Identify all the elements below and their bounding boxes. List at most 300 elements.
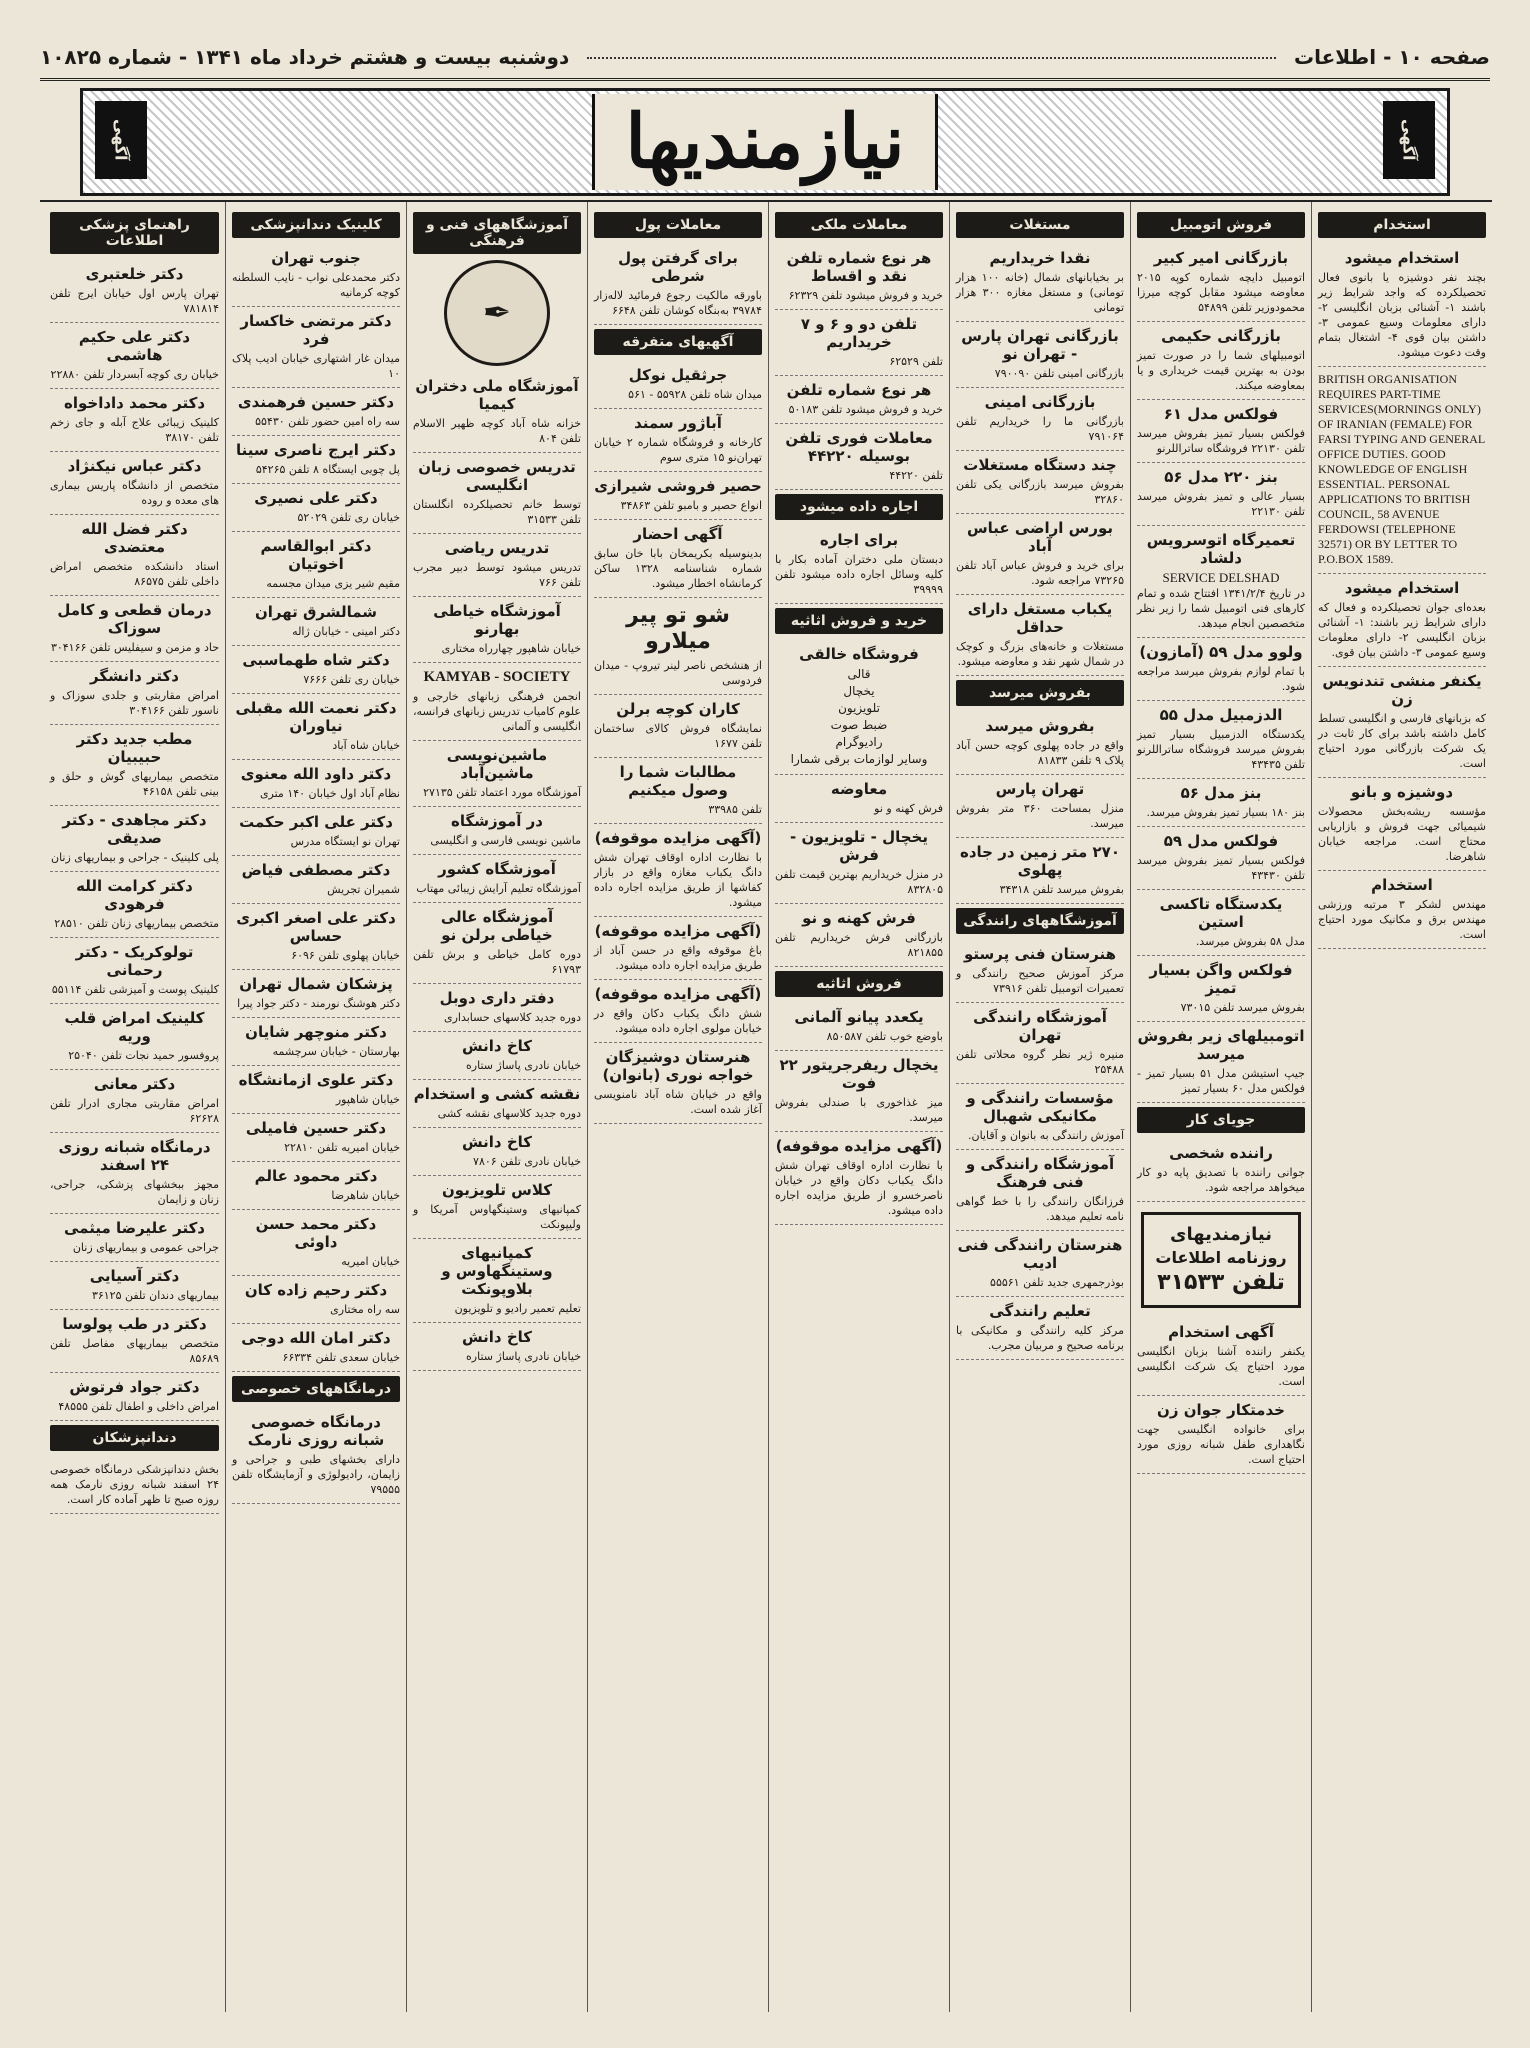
ad-body: تلفن ۴۴۲۲۰: [889, 469, 943, 482]
ad-body: شش دانگ یکباب دکان واقع در خیابان مولوی اجاره داده میشود.: [594, 1007, 762, 1035]
masthead-corner-right: آگهی: [1383, 101, 1435, 179]
classified-ad: [775, 376, 943, 424]
section-heading: راهنمای پزشکی اطلاعات: [50, 212, 219, 254]
section-heading: آگهیهای متفرقه: [594, 329, 762, 355]
ad-title: (آگهی مزایده موقوفه): [594, 922, 762, 940]
ad-title: اتومبیلهای زیر بفروش میرسد: [1137, 1027, 1305, 1063]
classified-ad: [50, 1262, 219, 1310]
section-heading: معاملات پول: [594, 212, 762, 238]
ad-body: دکتر امینی - خیابان ژاله: [292, 625, 400, 638]
ad-body: خیابان امیریه: [341, 1255, 400, 1268]
ad-body: بر بخیابانهای شمال (خانه ۱۰۰ هزار تومانی) و مستغل مغازه ۳۰۰ هزار تومانی: [956, 271, 1124, 314]
ad-title: بورس اراضی عباس آباد: [966, 519, 1114, 555]
ad-title: یکدستگاه تاکسی استین: [1159, 895, 1283, 931]
classified-ad: [594, 472, 762, 520]
ad-body: انواع حصیر و بامبو تلفن ۳۴۸۶۳: [620, 499, 762, 512]
ad-title: دکتر ایرج ناصری سینا: [236, 441, 396, 459]
ad-body: توسط خانم تحصیلکرده انگلستان تلفن ۳۱۵۳۳: [413, 498, 581, 526]
ad-title: ولوو مدل ۵۹ (آمازون): [1139, 643, 1303, 661]
masthead-title: نیازمندیها: [592, 94, 937, 190]
ad-body: کارخانه و فروشگاه شماره ۲ خیابان تهران‌نو ۱۵ متری سوم: [594, 436, 763, 464]
ad-body: جیپ استیشن مدل ۵۱ بسیار تمیز - فولکس مدل ۶۰ بسیار تمیز: [1137, 1067, 1305, 1095]
ad-body: باوضع خوب تلفن ۸۵۰۵۸۷: [826, 1030, 943, 1043]
classified-ad: [1318, 667, 1486, 778]
section-heading: درمانگاههای خصوصی: [232, 1376, 400, 1402]
section-heading: دندانپزشکان: [50, 1425, 219, 1451]
classified-ad: [50, 260, 219, 323]
ad-title: معاملات فوری تلفن بوسیله ۴۴۲۲۰: [785, 429, 933, 465]
section-heading: آموزشگاههای فنی و فرهنگی: [413, 212, 581, 254]
ad-title: تدریس ریاضی: [444, 539, 550, 557]
classified-ad: [50, 596, 219, 662]
ad-title: هر نوع شماره تلفن نقد و اقساط: [786, 249, 932, 285]
ad-body: پلی کلینیک - جراحی و بیماریهای زنان: [50, 851, 219, 864]
classified-ad: [956, 595, 1124, 676]
ad-title: دکتر محمود عالم: [254, 1167, 378, 1185]
ad-body: خیابان امیریه تلفن ۲۲۸۱۰: [284, 1141, 400, 1154]
ad-title: بازرگانی حکیمی: [1161, 327, 1281, 345]
ad-title: تعلیم رانندگی: [989, 1302, 1091, 1320]
ad-body: جوانی راننده با تصدیق پایه دو کار میخواهد مراجعه شود.: [1137, 1166, 1305, 1194]
ad-title: فولکس مدل ۶۱: [1163, 405, 1279, 423]
classified-ad: [956, 1084, 1124, 1150]
ad-title: شمالشرق تهران: [254, 603, 378, 621]
classified-ad: [1137, 638, 1305, 701]
ad-title: کلینیک امراض قلب وریه: [64, 1009, 205, 1045]
ad-title: دکتر محمد حسن داوئی: [255, 1215, 377, 1251]
section-heading: بفروش میرسد: [956, 680, 1124, 706]
classified-ad: [232, 1408, 400, 1504]
ad-title: دکتر نعمت الله مقبلی نیاوران: [235, 699, 397, 735]
ad-list-item: تلویزیون: [838, 701, 880, 715]
ad-title: آموزشگاه رانندگی تهران: [973, 1008, 1107, 1044]
column-4: [768, 202, 949, 2012]
ad-body: مؤسسه ریشه‌بخش محصولات شیمیائی جهت فروش و بازاریابی محتاج است. مراجعه خیابان شاهرضا.: [1318, 805, 1486, 863]
ad-body: خیابان شاهپور: [335, 1093, 400, 1106]
classified-ad: [956, 451, 1124, 514]
classified-ad: [50, 725, 219, 806]
ad-body: تعلیم تعمیر رادیو و تلویزیون: [454, 1302, 581, 1315]
classified-ad: [50, 938, 219, 1004]
ad-body: میدان غار اشتهاری خیابان ادیب پلاک ۱۰: [232, 352, 400, 380]
ad-body: خرید و فروش میشود تلفن ۶۲۳۲۹: [788, 289, 943, 302]
classified-ad: [594, 917, 762, 980]
ad-title: دکتر جواد فرتوش: [69, 1378, 200, 1396]
ad-title: راننده شخصی: [1169, 1144, 1273, 1162]
classified-ad: [1137, 1022, 1305, 1103]
section-heading: استخدام: [1318, 212, 1486, 238]
classified-ad: [1137, 956, 1305, 1022]
ad-body: آموزش رانندگی به بانوان و آقایان.: [968, 1129, 1124, 1142]
ad-body: خیابان شاه آباد: [332, 739, 400, 752]
ad-title: چند دستگاه مستغلات: [963, 456, 1117, 474]
classified-ad: [1318, 871, 1486, 949]
classified-ad: [1137, 526, 1305, 638]
classified-ad: [956, 1231, 1124, 1297]
ad-body: بنز ۱۸۰ بسیار تمیز بفروش میرسد.: [1146, 806, 1305, 819]
ad-body: بدینوسیله بکریمخان بابا خان سابق شماره شناسنامه ۱۳۲۸ ساکن کرمانشاه اخطار میشود.: [594, 547, 762, 590]
ad-body: مدل ۵۸ بفروش میرسد.: [1195, 935, 1305, 948]
classified-ad: [1318, 778, 1486, 871]
classified-ad: [956, 244, 1124, 322]
ad-body: خرید و فروش میشود تلفن ۵۰۱۸۳: [788, 403, 943, 416]
ad-title: (آگهی مزایده موقوفه): [775, 1137, 943, 1155]
ad-body: خیابان شاهرضا: [331, 1189, 400, 1202]
ad-body: با تمام لوازم بفروش میرسد مراجعه شود.: [1137, 665, 1305, 693]
classified-ad: [956, 1297, 1124, 1360]
ad-title: بازرگانی امیر کبیر: [1153, 249, 1289, 267]
ad-title: دکتر خلعتبری: [85, 265, 184, 283]
ad-title: KAMYAB - SOCIETY: [423, 669, 571, 685]
ad-title: دکتر علوی ازمانشگاه: [238, 1071, 394, 1089]
ad-title: دکتر مصطفی فیاض: [241, 861, 391, 879]
ad-title: دکتر معانی: [93, 1075, 176, 1093]
ad-body: مرکز کلیه رانندگی و مکانیکی با برنامه صحیح و مربیان مجرب.: [956, 1324, 1124, 1352]
ad-title: الدزمبیل مدل ۵۵: [1159, 706, 1283, 724]
ad-title: (آگهی مزایده موقوفه): [594, 829, 762, 847]
classified-ad: [50, 1133, 219, 1214]
classified-ad: [413, 1080, 581, 1128]
date-info: دوشنبه بیست و هشتم خرداد ماه ۱۳۴۱ - شماره ۱۰۸۲۵: [40, 45, 570, 69]
column-7: [225, 202, 406, 2012]
ad-title: کاران کوچه برلن: [616, 700, 740, 718]
ad-title: ۲۷۰ متر زمین در جاده پهلوی: [960, 843, 1120, 879]
ad-body: دوره کامل خیاطی و برش تلفن ۶۱۷۹۳: [413, 948, 581, 976]
ad-title: برای گرفتن پول شرطی: [618, 249, 738, 285]
ad-title: آگهی استخدام: [1168, 1323, 1274, 1341]
classified-ad: [1137, 463, 1305, 526]
ad-title: یکنفر منشی تندنویس زن: [1322, 672, 1482, 708]
header-divider: [587, 56, 1276, 59]
ad-title: دکتر شاه طهماسبی: [242, 651, 390, 669]
ad-body: فرش کهنه و نو: [874, 802, 943, 815]
ad-body: خیابان ری تلفن ۷۶۶۶: [303, 673, 400, 686]
classified-ad: [413, 1176, 581, 1239]
ad-body: خیابان نادری پاساژ ستاره: [466, 1350, 581, 1363]
header-bar: [40, 36, 1490, 81]
ad-body: BRITISH ORGANISATION REQUIRES PART-TIME SERVICES(MORNINGS ONLY) OF IRANIAN (FEMALE) FOR FARSI TYPING AND GENERAL OFFICE DUTIES. GOOD KNOWLEDGE OF ENGLISH ESSENTIAL. PERSONAL APPLICATIONS TO BRITISH COUNCIL, 58 AVENUE FERDOWSI (TELEPHONE 32571) OR BY LETTER TO P.O.BOX 1589.: [1318, 372, 1485, 566]
ad-title: تعمیرگاه اتوسرویس دلشاد: [1146, 531, 1296, 567]
ad-body: دکتر محمدعلی نواب - نایب السلطنه کوچه کرمانیه: [232, 271, 400, 299]
classified-ad: [413, 453, 581, 534]
section-heading: اجاره داده میشود: [775, 494, 943, 520]
ad-body: منزل بمساحت ۳۶۰ متر بفروش میرسد.: [956, 802, 1124, 830]
classified-ad: [956, 1003, 1124, 1084]
ad-title: فرش کهنه و نو: [802, 909, 916, 927]
school-emblem-icon: ✒: [444, 260, 550, 366]
ad-title: جنوب تهران: [271, 249, 361, 267]
ad-title: درمانگاه شبانه روزی ۲۴ اسفند: [58, 1138, 211, 1174]
ad-title: فولکس واگن بسیار تمیز: [1149, 961, 1293, 997]
classified-ad: [232, 808, 400, 856]
ad-title: تولوکریک - دکتر رحمانی: [75, 943, 194, 979]
box-phone: تلفن ۳۱۵۳۳: [1157, 1270, 1285, 1295]
ad-body: در منزل خریداریم بهترین قیمت تلفن ۸۳۲۸۰۵: [775, 868, 943, 896]
classified-ad: [232, 1210, 400, 1276]
column-3: [949, 202, 1130, 2012]
ad-title: بنز مدل ۵۶: [1180, 784, 1262, 802]
classified-ad: [956, 1150, 1124, 1231]
ad-title: مطب جدید دکتر حبیبیان: [76, 730, 193, 766]
ad-body: سه راه مختاری: [330, 1303, 400, 1316]
classified-ad: [232, 436, 400, 484]
ad-title: حصیر فروشی شیرازی: [594, 477, 762, 495]
ad-body: میز غذاخوری با صندلی بفروش میرسد.: [775, 1096, 943, 1124]
classified-ad: [232, 760, 400, 808]
ad-title: تدریس خصوصی زبان انگلیسی: [418, 458, 576, 494]
ad-title: هر نوع شماره تلفن: [786, 381, 932, 399]
ad-body: فولکس بسیار تمیز بفروش میرسد تلفن ۴۳۴۳۰: [1137, 854, 1305, 882]
ad-title: (آگهی مزایده موقوفه): [594, 985, 762, 1003]
ad-body: بفروش میرسد تلفن ۷۳۰۱۵: [1180, 1001, 1305, 1014]
classified-ad: [232, 1162, 400, 1210]
ad-title: فروشگاه خالقی: [799, 645, 919, 663]
classified-ad: [775, 640, 943, 775]
ad-body: امراض مقاربتی و جلدی سوزاک و ناسور تلفن ۳۰۴۱۶۶: [50, 689, 219, 717]
classified-ad: [50, 872, 219, 938]
ad-body: فرزانگان رانندگی را با خط گواهی نامه تعلیم میدهد.: [956, 1195, 1124, 1223]
ad-title: دکتر علیرضا میثمی: [63, 1219, 206, 1237]
classified-ad: [594, 695, 762, 758]
ad-title: دکتر عباس نیکنژاد: [67, 457, 202, 475]
ad-body: سه راه امین حضور تلفن ۵۵۴۳۰: [255, 415, 400, 428]
classified-ad: [413, 534, 581, 597]
classified-ad: [50, 323, 219, 389]
classified-ad: [50, 515, 219, 596]
ad-body: متخصص بیماریهای مفاصل تلفن ۸۵۶۸۹: [50, 1337, 219, 1365]
classified-ad: [232, 646, 400, 694]
ad-body: بچند نفر دوشیزه یا بانوی فعال تحصیلکرده که واجد شرایط زیر باشند ۱- آشنائی بزبان انگلیسی ۲- دارای معلومات وسیع عمومی ۳- داشتن بیان قوی ۴- اشتغال بتمام وقت دعوت میشود.: [1318, 271, 1486, 359]
ad-english-line: SERVICE DELSHAD: [1162, 570, 1280, 585]
box-line-1: نیازمندیهای: [1169, 1224, 1272, 1245]
classified-ad: [775, 823, 943, 904]
ad-body: امراض مقاربتی مجاری ادرار تلفن ۶۲۶۲۸: [50, 1097, 219, 1125]
classified-ad: [50, 1373, 219, 1421]
classified-ad: [775, 1132, 943, 1225]
ad-body: که بزبانهای فارسی و انگلیسی تسلط کامل داشته باشد برای کار ثابت در یک شرکت بازرگانی مورد احتیاج است.: [1318, 712, 1486, 770]
ad-body: آموزشگاه مورد اعتماد تلفن ۲۷۱۳۵: [423, 786, 581, 799]
ad-body: میدان شاه تلفن ۵۵۹۲۸ - ۵۶۱: [628, 388, 762, 401]
classified-ad: [50, 662, 219, 725]
ad-body: بازرگانی فرش خریداریم تلفن ۸۲۱۸۵۵: [775, 931, 943, 959]
classified-ad: [594, 361, 762, 409]
ad-title: نقدا خریداریم: [989, 249, 1091, 267]
ad-body: خیابان نادری تلفن ۷۸۰۶: [473, 1155, 581, 1168]
ad-title: هنرستان فنی پرستو: [964, 945, 1116, 963]
classified-ad: [1318, 244, 1486, 367]
ad-body: با نظارت اداره اوقاف تهران شش دانگ یکباب دکان واقع در خیابان ناصرخسرو از طریق مزایده اجاره داده میشود.: [775, 1159, 943, 1217]
section-heading: فروش اثاثیه: [775, 971, 943, 997]
classified-ad: [50, 806, 219, 872]
ad-title: کلاس تلویزیون: [442, 1181, 552, 1199]
ad-list-item: ضبط صوت: [830, 718, 888, 732]
ad-body: تهران پارس اول خیابان ایرج تلفن ۷۸۱۸۱۴: [50, 287, 219, 315]
classified-ad: [775, 244, 943, 310]
ad-title: بازرگانی امینی: [984, 393, 1096, 411]
classified-ad: [50, 389, 219, 452]
classified-ad: [413, 663, 581, 741]
classified-ad: [50, 1457, 219, 1514]
ad-body: تلفن ۳۳۹۸۵: [708, 803, 762, 816]
ad-title: نقشه کشی و استخدام: [413, 1085, 581, 1103]
ad-title: دکتر علی اکبر حکمت: [239, 813, 393, 831]
classified-ad: [775, 904, 943, 967]
classified-ad: [594, 824, 762, 917]
ad-list-item: رادیوگرام: [835, 735, 883, 749]
ad-body: در تاریخ ۱۳۴۱/۲/۴ افتتاح شده و تمام کارهای فنی اتومبیل شما را زیر نظر متخصصین انجام میدهد.: [1137, 587, 1305, 630]
classified-ad: [413, 984, 581, 1032]
ad-body: مجهز ببخشهای پزشکی، جراحی، زنان و زایمان: [50, 1178, 219, 1206]
ad-body: از هنشخص ناصر لینر تیروپ - میدان فردوسی: [594, 659, 762, 687]
ad-title: بنز ۲۲۰ مدل ۵۶: [1164, 468, 1278, 486]
classified-ad: [775, 424, 943, 490]
classified-ad: [775, 310, 943, 376]
section-heading: جویای کار: [1137, 1107, 1305, 1133]
ad-title: ماشین‌نویسی ماشین‌آباد: [446, 746, 548, 782]
ad-body: خیابان شاهپور چهارراه مختاری: [441, 642, 581, 655]
ad-title: دکتر مرتضی خاکسار فرد: [240, 312, 392, 348]
classified-ad: [413, 1323, 581, 1371]
ad-body: دوره جدید کلاسهای حسابداری: [443, 1011, 581, 1024]
classified-ad: [232, 484, 400, 532]
ad-body: مهندس لشکر ۳ مرتبه ورزشی مهندس برق و مکانیک مورد احتیاج است.: [1318, 898, 1486, 941]
ad-title: یخچال ریفرجریتور ۲۲ فوت: [779, 1056, 939, 1092]
ad-body: کلینیک پوست و آمیزشی تلفن ۵۵۱۱۴: [51, 983, 219, 996]
ad-title: بفروش میرسد: [985, 717, 1095, 735]
ad-body: واقع در خیابان شاه آباد نامنویسی آغاز شده است.: [594, 1088, 762, 1116]
ad-body: امراض داخلی و اطفال تلفن ۴۸۵۵۵: [58, 1400, 219, 1413]
classified-ad: [956, 514, 1124, 595]
ad-body: متخصص بیماریهای زنان تلفن ۲۸۵۱۰: [54, 917, 219, 930]
classified-ad: [594, 598, 762, 695]
ad-body: با نظارت اداره اوقاف تهران شش دانگ یکباب مغازه واقع در بازار کفاشها از طریق مزایده اجاره داده میشود.: [594, 851, 762, 909]
ad-body: پل چوبی ایستگاه ۸ تلفن ۵۴۲۶۵: [255, 463, 400, 476]
classified-ad: [413, 1128, 581, 1176]
ad-title: دکتر دانشگر: [90, 667, 179, 685]
ad-title: دکتر منوچهر شایان: [245, 1023, 387, 1041]
section-heading: آموزشگاههای رانندگی: [956, 908, 1124, 934]
masthead-corner-left: آگهی: [95, 101, 147, 179]
ad-body: واقع در جاده پهلوی کوچه حسن آباد پلاک ۹ تلفن ۸۱۸۳۳: [956, 739, 1124, 767]
ad-body: بفروش میرسد تلفن ۳۴۳۱۸: [999, 883, 1124, 896]
classified-ad: [956, 775, 1124, 838]
ad-title: بازرگانی تهران پارس - تهران نو: [961, 327, 1119, 363]
ad-body: آموزشگاه تعلیم آرایش زیبائی مهتاب: [416, 882, 581, 895]
ad-title: معاوضه: [830, 780, 888, 798]
ad-title: آباژور سمند: [634, 414, 722, 432]
section-heading: مستغلات: [956, 212, 1124, 238]
ad-title: هنرستان دوشیزگان خواجه نوری (بانوان): [602, 1048, 754, 1084]
classified-ad: [594, 244, 762, 325]
classified-ad: [956, 322, 1124, 388]
classified-ad: [1137, 1139, 1305, 1202]
ad-body: کلینیک زیبائی علاج آبله و جای زخم تلفن ۳۸۱۷۰: [50, 416, 219, 444]
ad-title: دفتر داری دوبل: [439, 989, 555, 1007]
classified-ad: [1137, 890, 1305, 956]
classified-ad: [594, 758, 762, 824]
ad-body: باغ موقوفه واقع در حسن آباد از طریق مزایده اجاره داده میشود.: [594, 944, 762, 972]
classified-ad: [1137, 827, 1305, 890]
ad-body: حاد و مزمن و سیفلیس تلفن ۳۰۴۱۶۶: [50, 641, 219, 654]
classified-ad: [232, 856, 400, 904]
ad-title: آموزشگاه رانندگی و فنی فرهنگ: [965, 1155, 1115, 1191]
ad-list-item: قالی: [847, 667, 871, 681]
classified-ad: [1137, 400, 1305, 463]
ad-list-item: یخچال: [843, 684, 875, 698]
ad-title: فولکس مدل ۵۹: [1163, 832, 1279, 850]
ad-title: هنرستان رانندگی فنی ادیب: [957, 1236, 1123, 1272]
classified-ad: [413, 1239, 581, 1323]
ad-body: کمپانیهای وستینگهاوس آمریکا و ولیپونکت: [413, 1203, 581, 1231]
ad-body: تهران نو ایستگاه مدرس: [290, 835, 400, 848]
classified-ad: [594, 980, 762, 1043]
ad-body: تدریس میشود توسط دبیر مجرب تلفن ۷۶۶: [413, 561, 581, 589]
ad-list: [775, 666, 943, 768]
ad-title: خدمتکار جوان زن: [1157, 1401, 1285, 1419]
classified-ad: [232, 388, 400, 436]
ad-body: بوذرجمهری جدید تلفن ۵۵۵۶۱: [990, 1276, 1124, 1289]
ad-body: استاد دانشکده متخصص امراض داخلی تلفن ۸۶۵۷۵: [50, 560, 219, 588]
ad-list-item: وسایر لوازمات برقی شمارا: [790, 752, 928, 766]
classified-ad: [956, 940, 1124, 1003]
ad-body: خزانه شاه آباد کوچه ظهیر الاسلام تلفن ۸۰۴: [413, 417, 581, 445]
ad-body: متخصص بیماریهای گوش و حلق و بینی تلفن ۴۶۱۵۸: [50, 770, 219, 798]
ad-title: مؤسسات رانندگی و مکانیکی شهبال: [966, 1089, 1114, 1125]
classified-ad: [775, 775, 943, 823]
section-heading: خرید و فروش اثاثیه: [775, 608, 943, 634]
ad-title: دکتر ابوالقاسم اخوتیان: [260, 537, 372, 573]
classified-ad: [50, 452, 219, 515]
ad-title: شو تو پیر میلارو: [626, 603, 730, 654]
ad-body: جراحی عمومی و بیماریهای زنان: [72, 1241, 219, 1254]
ad-title: کمپانیهای وستینگهاوس و بلاوپونکت: [441, 1244, 553, 1298]
ad-title: دوشیزه و بانو: [1350, 783, 1454, 801]
classified-ad: [50, 1070, 219, 1133]
ad-title: برای اجاره: [819, 531, 899, 549]
classified-ad: [1137, 1318, 1305, 1396]
ad-title: تهران پارس: [995, 780, 1085, 798]
ad-title: دکتر علی حکیم هاشمی: [78, 328, 191, 364]
classified-ad: [1137, 779, 1305, 827]
classified-ad: [232, 1276, 400, 1324]
classified-ad: [1137, 701, 1305, 779]
ad-body: بعده‌ای جوان تحصیلکرده و فعال که دارای شرایط زیر باشند: ۱- آشنائی بزبان انگلیسی ۲- دارای معلومات وسیع عمومی ۳- داشتن بیان قوی.: [1318, 601, 1487, 659]
ad-title: آموزشگاه کشور: [438, 860, 556, 878]
ad-body: اتومبیل دایچه شماره کوپه ۲۰۱۵ معاوضه میشود مقابل کوچه میرزا محمودوزیر تلفن ۵۴۸۹۹: [1137, 271, 1305, 314]
ad-title: در آموزشگاه: [451, 812, 543, 830]
classified-ad: [413, 597, 581, 663]
classified-ad: [232, 244, 400, 307]
classified-ad: [413, 855, 581, 903]
ad-body: دکتر هوشنگ نورمند - دکتر جواد پیرا: [237, 997, 400, 1010]
ad-body: مستغلات و خانه‌های بزرگ و کوچک در شمال شهر نقد و معاوضه میشود.: [956, 640, 1124, 668]
ad-body: بازرگانی ما را خریداریم تلفن ۷۹۱۰۶۴: [956, 415, 1124, 443]
ad-title: دکتر کرامت الله فرهودی: [76, 877, 193, 913]
ad-body: بخش دندانپزشکی درمانگاه خصوصی ۲۴ اسفند شبانه روزی نارمک همه روزه صبح تا ظهر آماده کار است.: [50, 1463, 219, 1506]
ad-body: دبستان ملی دختران آماده بکار با کلیه وسائل اجاره داده میشود تلفن ۳۹۹۹۹: [775, 553, 943, 596]
ad-body: نظام آباد اول خیابان ۱۴۰ متری: [259, 787, 400, 800]
ad-body: برای خرید و فروش عباس آباد تلفن ۷۳۲۶۵ مراجعه شود.: [956, 559, 1124, 587]
boxed-advertisement: [1141, 1212, 1301, 1308]
classified-ad: [1318, 574, 1486, 667]
ad-body: باورقه مالکیت رجوع فرمائید لاله‌زار ۳۹۷۸۴ به‌بنگاه کوشان تلفن ۶۶۴۸: [594, 289, 762, 317]
ad-title: یکعدد پیانو آلمانی: [794, 1008, 924, 1026]
column-2: [1130, 202, 1311, 2012]
classified-ad: [232, 1324, 400, 1372]
ad-body: ماشین نویسی فارسی و انگلیسی: [430, 834, 581, 847]
ad-body: بهارستان - خیابان سرچشمه: [272, 1045, 400, 1058]
ad-title: یخچال - تلویزیون - فرش: [790, 828, 928, 864]
